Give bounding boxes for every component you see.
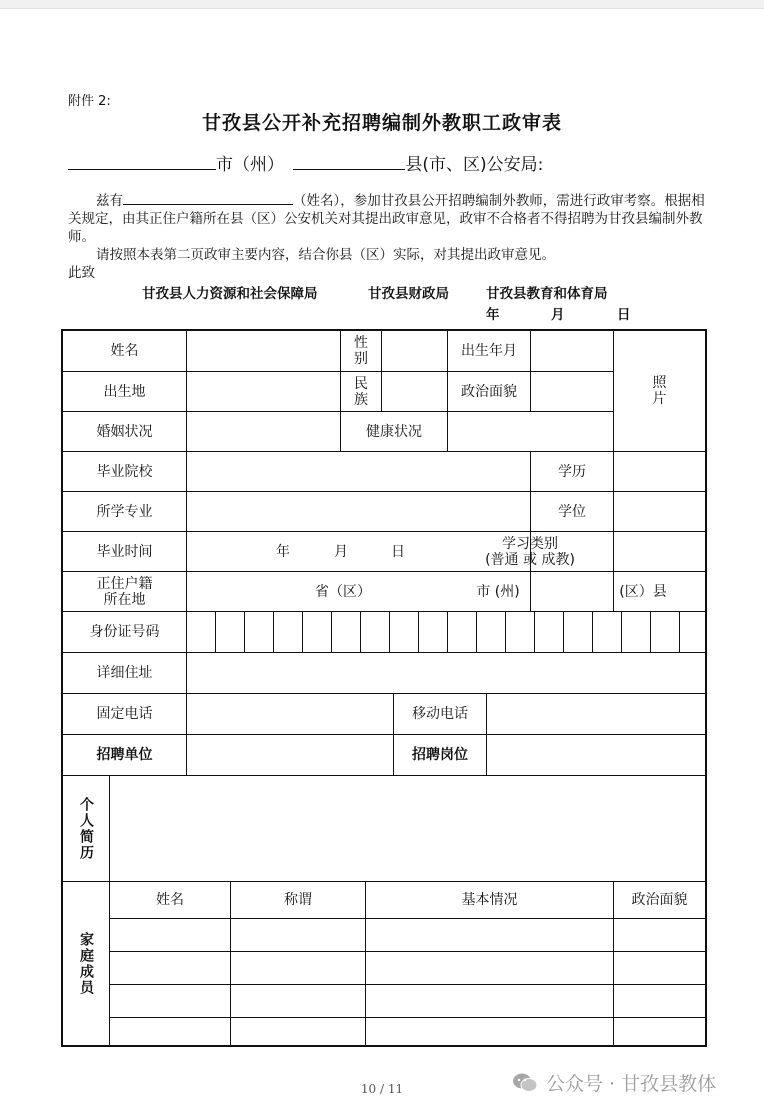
label-grad-time: 毕业时间	[96, 543, 153, 560]
label-ethnicity: 民族	[354, 375, 368, 408]
photo-box[interactable]: 照片	[652, 375, 667, 407]
signer-education: 甘孜县教育和体育局	[486, 286, 608, 302]
input-post[interactable]	[487, 735, 705, 775]
date-year: 年	[486, 307, 500, 323]
hukou-province: 省（区）	[315, 583, 371, 600]
input-degree[interactable]	[614, 492, 705, 531]
review-form-table	[61, 329, 707, 1047]
blank-city	[68, 153, 216, 170]
label-post: 招聘岗位	[412, 747, 468, 763]
hukou-line1: 正住户籍	[96, 575, 153, 592]
label-unit: 招聘单位	[96, 747, 153, 763]
label-resume	[63, 776, 109, 881]
blank-county	[293, 153, 405, 170]
wechat-icon	[512, 1072, 538, 1094]
input-marital[interactable]	[187, 412, 340, 451]
input-address[interactable]	[187, 653, 705, 693]
input-resume[interactable]	[110, 776, 705, 881]
label-marital: 婚姻状况	[96, 423, 153, 440]
input-major[interactable]	[187, 492, 530, 531]
input-unit[interactable]	[187, 735, 393, 775]
date-day: 日	[617, 307, 631, 323]
bureau-label: 县(市、区)公安局:	[405, 155, 544, 175]
watermark	[512, 1069, 716, 1096]
hukou-line2: 所在地	[103, 591, 146, 608]
label-address: 详细住址	[96, 665, 153, 681]
watermark-text: 公众号 · 甘孜县教体	[546, 1073, 717, 1095]
city-label: 市（州）	[216, 155, 284, 175]
label-birth-date: 出生年月	[461, 343, 517, 359]
study-type-line2: (普通 或 成教)	[485, 551, 575, 568]
page-title: 甘孜县公开补充招聘编制外教职工政审表	[201, 112, 562, 134]
study-type-line1: 学习类别	[502, 535, 558, 552]
label-birthplace: 出生地	[103, 383, 146, 400]
input-study-type[interactable]	[614, 532, 705, 571]
input-health[interactable]	[448, 412, 613, 451]
input-landline[interactable]	[187, 694, 393, 734]
grad-month: 月	[334, 543, 348, 560]
label-school: 毕业院校	[96, 463, 153, 480]
label-degree: 学位	[558, 503, 586, 520]
label-landline: 固定电话	[96, 706, 153, 722]
signer-hr: 甘孜县人力资源和社会保障局	[142, 286, 318, 302]
viewer-top-bar	[0, 0, 764, 9]
input-id-number[interactable]	[187, 612, 705, 652]
input-political[interactable]	[531, 372, 613, 411]
salutation: 此致	[68, 265, 95, 281]
label-health: 健康状况	[366, 423, 422, 440]
label-major: 所学专业	[96, 503, 153, 520]
label-gender: 性别	[354, 335, 368, 367]
instruction-text: 请按照本表第二页政审主要内容，结合你县（区）实际，对其提出政审意见。	[96, 247, 555, 263]
grad-day: 日	[391, 543, 405, 560]
input-mobile[interactable]	[487, 694, 705, 734]
intro-start: 兹有	[96, 193, 123, 209]
label-id-number: 身份证号码	[89, 624, 160, 640]
hukou-county: (区）县	[619, 583, 667, 600]
input-birthplace[interactable]	[187, 372, 340, 411]
col-family-info: 基本情况	[461, 892, 518, 908]
label-hukou	[63, 572, 186, 611]
label-mobile: 移动电话	[412, 706, 468, 722]
input-ethnicity[interactable]	[382, 372, 447, 411]
attachment-label: 附件 2:	[68, 94, 111, 109]
address-line	[68, 150, 543, 175]
intro-rest: （姓名），参加甘孜县公开招聘编制外教师，需进行政审考察。根据相关规定，由其正住户籍所在县（区）公安机关对其提出政审意见，政审不合格者不得招聘为甘孜县编制外教师。	[68, 193, 705, 245]
signer-finance: 甘孜县财政局	[368, 286, 449, 302]
col-family-name: 姓名	[156, 892, 184, 908]
page-number: 10 / 11	[360, 1082, 404, 1096]
col-family-political: 政治面貌	[631, 892, 688, 908]
input-gender[interactable]	[382, 331, 447, 371]
hukou-city: 市 (州)	[476, 583, 520, 600]
input-education[interactable]	[614, 452, 705, 491]
col-family-relation: 称谓	[284, 892, 312, 908]
input-school[interactable]	[187, 452, 530, 491]
label-name: 姓名	[110, 343, 139, 359]
label-study-type	[447, 532, 613, 571]
input-birth-date[interactable]	[531, 331, 613, 371]
grad-year: 年	[276, 543, 290, 560]
input-name[interactable]	[187, 331, 340, 371]
resume-text: 个人简历	[78, 796, 94, 861]
body-text	[68, 188, 708, 282]
blank-name	[123, 188, 293, 205]
label-family	[63, 882, 109, 1045]
label-education: 学历	[558, 463, 586, 480]
family-text: 家庭成员	[78, 931, 94, 996]
label-political: 政治面貌	[461, 383, 517, 400]
date-month: 月	[551, 307, 565, 323]
